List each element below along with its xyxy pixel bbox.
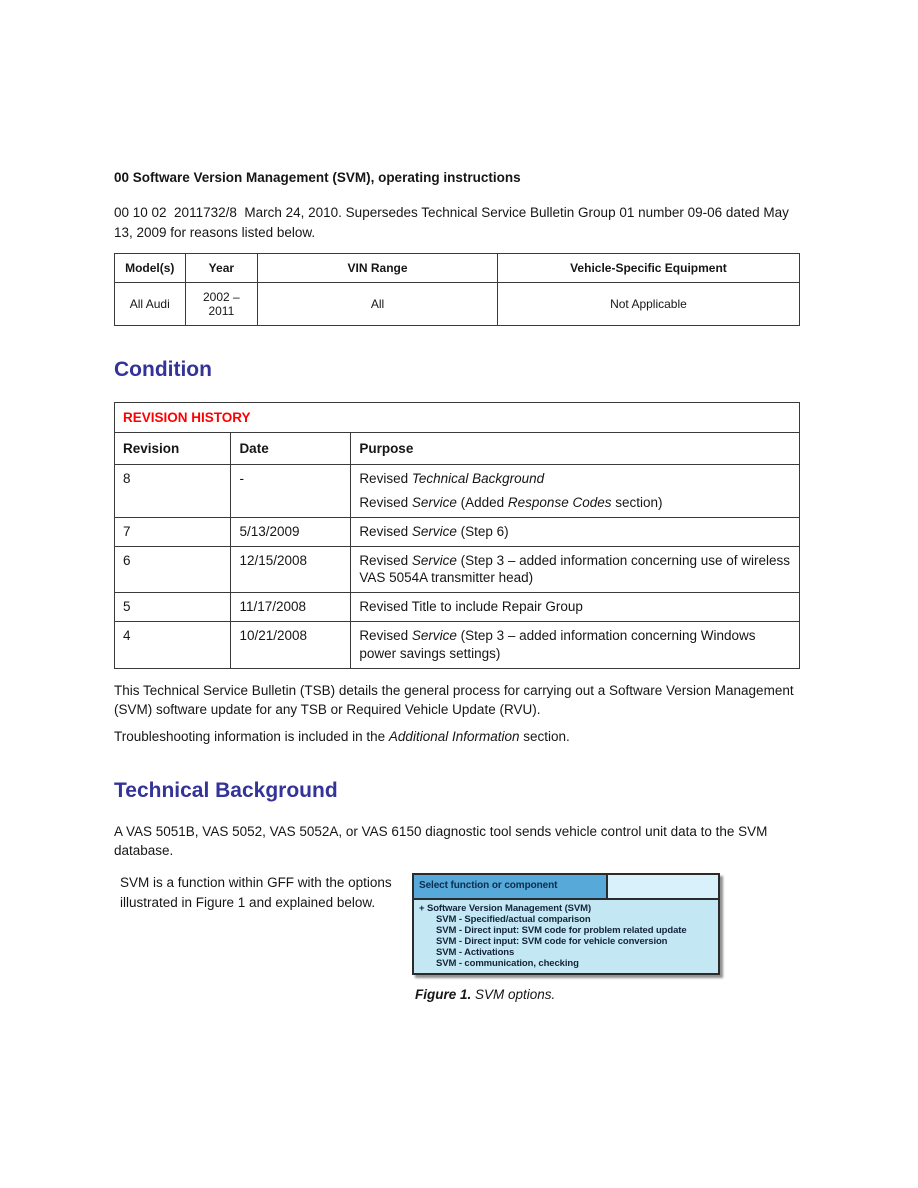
revision-number: 4 — [115, 622, 231, 669]
revision-date: - — [231, 465, 351, 518]
troubleshooting-suffix: section. — [519, 729, 570, 745]
revision-row-7 — [115, 517, 800, 546]
vehicle-year-value: 2002 – 2011 — [185, 283, 258, 326]
diagnostic-tool-paragraph: A VAS 5051B, VAS 5052, VAS 5052A, or VAS 6150 diagnostic tool sends vehicle control unit data to the SVM database. — [114, 824, 768, 859]
vehicle-applicability-table — [114, 253, 800, 326]
revision-row-5 — [115, 593, 800, 622]
condition-heading: Condition — [114, 358, 212, 382]
revision-col-date: Date — [231, 433, 351, 465]
figure-section — [114, 873, 800, 1002]
figure-option-item: + Software Version Management (SVM) — [419, 903, 592, 915]
purpose-line: Revised Title to include Repair Group — [359, 599, 583, 615]
figure-caption — [415, 987, 720, 1002]
purpose-line: Revised Technical Background — [359, 471, 545, 487]
revision-number: 5 — [115, 593, 231, 622]
revision-row-4 — [115, 622, 800, 669]
svm-function-text: SVM is a function within GFF with the options illustrated in Figure 1 and explained below. — [120, 875, 392, 910]
revision-col-purpose: Purpose — [351, 433, 800, 465]
vehicle-models-value: All Audi — [115, 283, 186, 326]
revision-history-title: REVISION HISTORY — [115, 403, 800, 433]
revision-purpose — [351, 517, 800, 546]
figure-options-list — [414, 900, 718, 973]
vehicle-table-header-row — [115, 254, 800, 283]
figure-option-item: SVM - Direct input: SVM code for vehicle conversion — [436, 936, 668, 948]
vehicle-col-year: Year — [185, 254, 258, 283]
figure-caption-label: Figure 1. — [415, 987, 472, 1003]
revision-number: 7 — [115, 517, 231, 546]
tsb-description-paragraph: This Technical Service Bulletin (TSB) details the general process for carrying out a Software Version Management (SVM) software update for any TSB or Required Vehicle Update (RVU). — [114, 682, 794, 717]
purpose-line: Revised Service (Step 3 – added information concerning use of wireless VAS 5054A transmitter head) — [359, 552, 791, 586]
figure-column — [412, 873, 720, 1002]
bulletin-intro: 00 10 02 2011732/8 March 24, 2010. Supersedes Technical Service Bulletin Group 01 number 09-06 dated May 13, 2009 for reasons listed below. — [114, 205, 793, 240]
troubleshooting-prefix: Troubleshooting information is included in the — [114, 729, 389, 745]
vehicle-vin-range-value: All — [258, 283, 498, 326]
revision-purpose — [351, 593, 800, 622]
revision-date: 10/21/2008 — [231, 622, 351, 669]
vehicle-col-models: Model(s) — [115, 254, 186, 283]
figure-caption-text: SVM options. — [471, 987, 556, 1003]
vehicle-col-vin-range: VIN Range — [258, 254, 498, 283]
figure-svm-options-screenshot — [412, 873, 720, 975]
figure-option-item: SVM - Activations — [436, 947, 515, 959]
vehicle-table-row — [115, 283, 800, 326]
revision-history-title-row — [115, 403, 800, 433]
figure-option-item: SVM - communication, checking — [436, 958, 579, 970]
troubleshooting-section-name: Additional Information — [388, 729, 520, 745]
revision-history-table — [114, 402, 800, 669]
revision-number: 6 — [115, 546, 231, 593]
revision-number: 8 — [115, 465, 231, 518]
technical-background-heading: Technical Background — [114, 779, 338, 803]
figure-header-label: Select function or component — [414, 875, 606, 898]
revision-date: 12/15/2008 — [231, 546, 351, 593]
revision-table-header-row — [115, 433, 800, 465]
figure-header-blank-cell — [606, 875, 718, 898]
revision-row-8 — [115, 465, 800, 518]
figure-option-item: SVM - Direct input: SVM code for problem related update — [436, 925, 687, 937]
vehicle-equipment-value: Not Applicable — [497, 283, 799, 326]
purpose-line: Revised Service (Step 6) — [359, 523, 509, 539]
bulletin-title: 00 Software Version Management (SVM), operating instructions — [114, 170, 521, 185]
revision-purpose — [351, 622, 800, 669]
figure-option-item: SVM - Specified/actual comparison — [436, 914, 591, 926]
vehicle-col-equipment: Vehicle-Specific Equipment — [497, 254, 799, 283]
purpose-line: Revised Service (Step 3 – added information concerning Windows power savings settings) — [359, 628, 756, 661]
revision-date: 11/17/2008 — [231, 593, 351, 622]
revision-purpose — [351, 546, 800, 593]
revision-date: 5/13/2009 — [231, 517, 351, 546]
troubleshooting-paragraph — [114, 728, 800, 747]
purpose-line: Revised Service (Added Response Codes section) — [359, 494, 663, 510]
revision-row-6 — [115, 546, 800, 593]
revision-purpose — [351, 465, 800, 518]
figure-header-bar — [414, 875, 718, 900]
revision-col-revision: Revision — [115, 433, 231, 465]
